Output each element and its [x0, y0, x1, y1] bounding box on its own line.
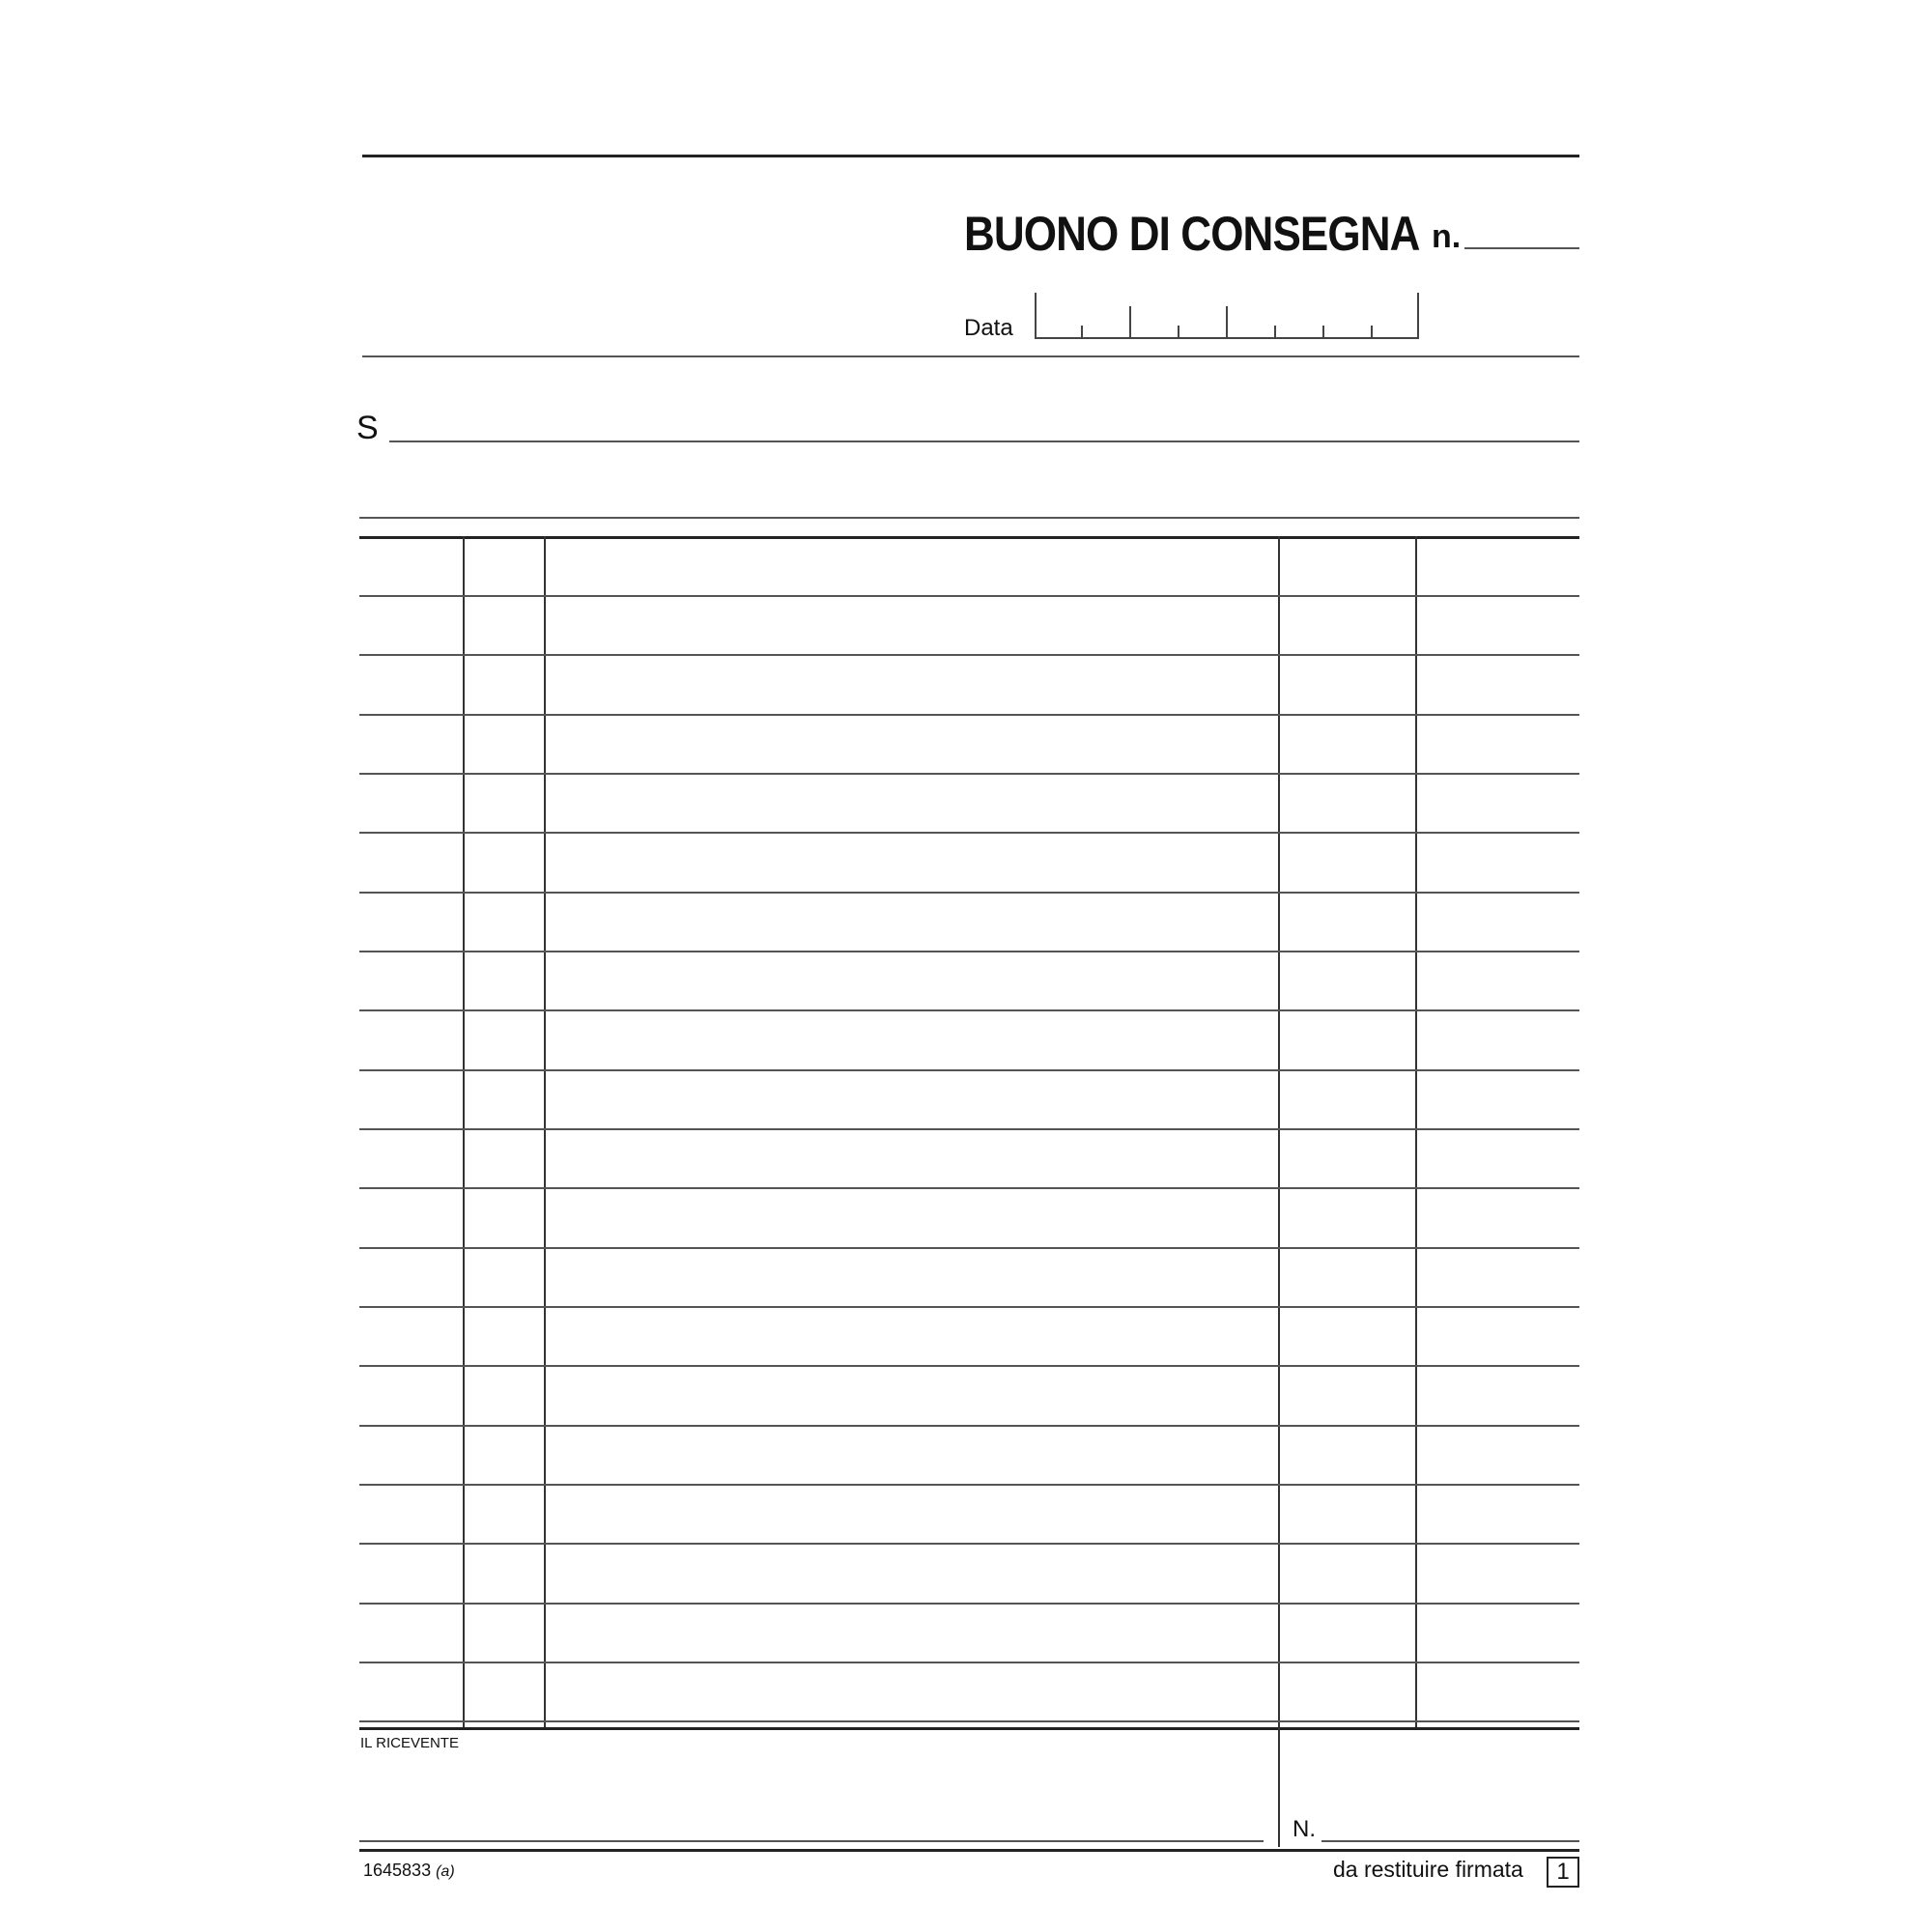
items-table [359, 536, 1579, 1727]
table-top-rule [359, 536, 1579, 539]
copy-number-box: 1 [1547, 1857, 1579, 1888]
footer-number-label: N. [1293, 1816, 1316, 1842]
footer-divider [1278, 1727, 1280, 1847]
form-code [363, 1861, 455, 1881]
form-code-number: 1645833 [363, 1861, 432, 1880]
top-rule [362, 155, 1579, 157]
table-row[interactable] [359, 773, 1579, 775]
table-row[interactable] [359, 1069, 1579, 1071]
table-row[interactable] [359, 951, 1579, 952]
table-row[interactable] [359, 1425, 1579, 1427]
table-row[interactable] [359, 714, 1579, 716]
table-row[interactable] [359, 1365, 1579, 1367]
date-label: Data [964, 315, 1013, 341]
table-row[interactable] [359, 1306, 1579, 1308]
table-row[interactable] [359, 1720, 1579, 1722]
document-title: BUONO DI CONSEGNA [964, 207, 1420, 261]
number-field[interactable] [1464, 247, 1579, 249]
form-code-variant: (a) [436, 1863, 455, 1880]
receiver-label: IL RICEVENTE [360, 1735, 459, 1751]
table-row[interactable] [359, 1484, 1579, 1486]
table-bottom-rule [359, 1727, 1579, 1730]
table-row[interactable] [359, 1009, 1579, 1011]
table-row[interactable] [359, 832, 1579, 834]
table-row[interactable] [359, 1662, 1579, 1663]
table-row[interactable] [359, 1128, 1579, 1130]
recipient-line-1[interactable] [389, 440, 1579, 442]
footer-number-field[interactable] [1321, 1840, 1579, 1842]
table-row[interactable] [359, 654, 1579, 656]
bottom-rule [359, 1849, 1579, 1852]
recipient-prefix: S [356, 410, 379, 446]
date-field[interactable] [1035, 293, 1419, 339]
return-note: da restituire firmata [1333, 1857, 1523, 1882]
receiver-signature-line[interactable] [359, 1840, 1264, 1842]
table-row[interactable] [359, 1543, 1579, 1545]
table-row[interactable] [359, 892, 1579, 894]
table-row[interactable] [359, 595, 1579, 597]
recipient-line-2[interactable] [359, 517, 1579, 519]
table-row[interactable] [359, 1247, 1579, 1249]
table-row[interactable] [359, 1187, 1579, 1189]
header-bottom-rule [362, 355, 1579, 357]
table-row[interactable] [359, 1603, 1579, 1605]
number-label: n. [1432, 218, 1462, 255]
